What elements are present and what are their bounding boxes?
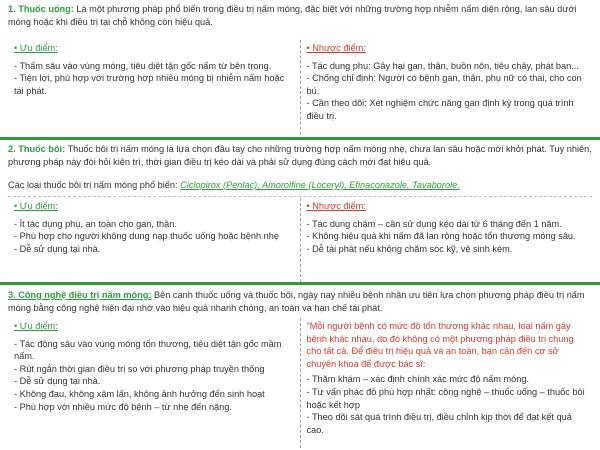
section2-drugs-list: Ciclopirox (Penlac), Amorolfine (Loceryl), Efinaconazole, Tavaborole. [180, 180, 460, 190]
section1-con-2: - Chống chỉ định: Người có bệnh gan, thận, phụ nữ có thai, cho con bú. [306, 73, 582, 96]
section1-pros [8, 40, 300, 140]
section2-intro [0, 142, 600, 168]
section3-pros [8, 318, 300, 448]
section3-pro-5: - Phù hợp với nhiều mức độ bệnh – từ nhẹ đến nặng. [14, 401, 232, 412]
section2-cons [300, 198, 593, 282]
section2-cons-label: • Nhược điểm: [306, 201, 366, 211]
section2-con-2: - Không hiệu quả khi nấm đã lan rộng hoặc tổn thương móng sâu. [306, 231, 576, 242]
section3-intro-text: Bên cạnh thuốc uống và thuốc bôi, ngày nay nhiều bệnh nhân ưu tiên lựa chọn phương pháp điều trị nấm móng bằng công nghệ hiện đại nhờ vào hiệu quả nhanh chóng, an toàn và hạn chế tái phát. [8, 290, 585, 313]
section3-advice [300, 318, 593, 448]
section2-drugs [0, 179, 600, 192]
section3-quote: "Mỗi người bệnh có mức độ tổn thương khác nhau, loại nấm gây bệnh khác nhau, do đó không có một phương pháp điều trị chung cho tất cả. Để điều trị hiệu quả và an toàn, bạn cần đến cơ sở chuyên khoa để được bác sĩ: [306, 321, 574, 369]
section2-pros-label: • Ưu điểm: [14, 201, 58, 211]
section3-intro [0, 288, 600, 314]
section2-title: 2. Thuốc bôi: [8, 144, 66, 154]
section1-cons [300, 40, 593, 140]
section1-intro-text: Là một phương pháp phổ biến trong điều trị nấm móng, đặc biệt với những trường hợp nhiễm nấm diện rộng, lan sâu dưới móng hoặc khi điều trị tại chỗ không còn hiệu quả. [8, 4, 577, 27]
section-divider-1 [0, 137, 600, 140]
section3-step-2: - Tư vấn phác đồ phù hợp nhất: công nghệ – thuốc uống – thuốc bôi hoặc kết hợp [306, 386, 585, 410]
section3-step-1: - Thăm khám – xác định chính xác mức độ nấm móng. [306, 374, 529, 385]
section1-pro-1: - Thấm sâu vào vùng móng, tiêu diệt tận gốc nấm từ bên trong. [14, 60, 272, 71]
section2-drugs-lead: Các loại thuốc bôi trị nấm móng phổ biến: [8, 180, 178, 190]
section3-pro-3: - Dễ sử dụng tại nhà. [14, 376, 101, 387]
section-divider-2 [0, 282, 600, 285]
section3-title: 3. Công nghệ điều trị nấm móng: [8, 290, 152, 300]
section3-pro-1: - Tác động sâu vào vùng móng tổn thương, tiêu diệt tận gốc mầm nấm. [14, 338, 282, 362]
section3-step-3: - Theo dõi sát quá trình điều trị, điều chỉnh kịp thời để đạt kết quả cao. [306, 412, 572, 435]
section1-intro [0, 2, 600, 28]
section1-con-1: - Tác dụng phụ: Gây hại gan, thận, buồn nôn, tiêu chảy, phát ban... [306, 60, 579, 71]
section2-pro-1: - Ít tác dụng phụ, an toàn cho gan, thận. [14, 218, 177, 229]
section1-columns [8, 40, 592, 140]
section2-pro-3: - Dễ sử dụng tại nhà. [14, 243, 101, 254]
section1-pros-label: • Ưu điểm: [14, 43, 58, 53]
section1-title: 1. Thuốc uống: [8, 4, 74, 14]
section1-cons-label: • Nhược điểm: [306, 43, 366, 53]
section3-pros-label: • Ưu điểm: [14, 321, 58, 331]
section2-pros [8, 198, 300, 282]
section2-pro-2: - Phù hợp cho người không dung nạp thuốc uống hoặc bệnh nhẹ [14, 231, 279, 242]
section3-pro-4: - Không đau, không xâm lấn, không ảnh hưởng đến sinh hoạt [14, 388, 265, 399]
section2-columns [8, 198, 592, 282]
section3-pro-2: - Rút ngắn thời gian điều trị so với phương pháp truyền thống [14, 363, 265, 374]
section2-con-1: - Tác dụng chậm – cần sử dụng kéo dài từ 6 tháng đến 1 năm. [306, 218, 562, 229]
section1-con-3: - Cần theo dõi: Xét nghiệm chức năng gan định kỳ trong quá trình điều trị. [306, 98, 574, 121]
section3-columns [8, 318, 592, 448]
section1-pro-2: - Tiện lợi, phù hợp với trường hợp nhiều móng bị nhiễm nấm hoặc tái phát. [14, 73, 285, 96]
section2-con-3: - Dễ tái phát nếu không chăm sóc kỹ, vệ sinh kém. [306, 243, 513, 254]
section2-separator [8, 196, 592, 197]
section2-intro-text: Thuốc bôi trị nấm móng là lựa chọn đầu tay cho những trường hợp nấm móng nhẹ, chưa lan sâu hoặc mới khởi phát. Tuy nhiên, phương pháp này đòi hỏi kiên trì, thời gian điều trị kéo dài và phải sử dụng đúng cách mới đạt hiệu quả. [8, 144, 592, 167]
